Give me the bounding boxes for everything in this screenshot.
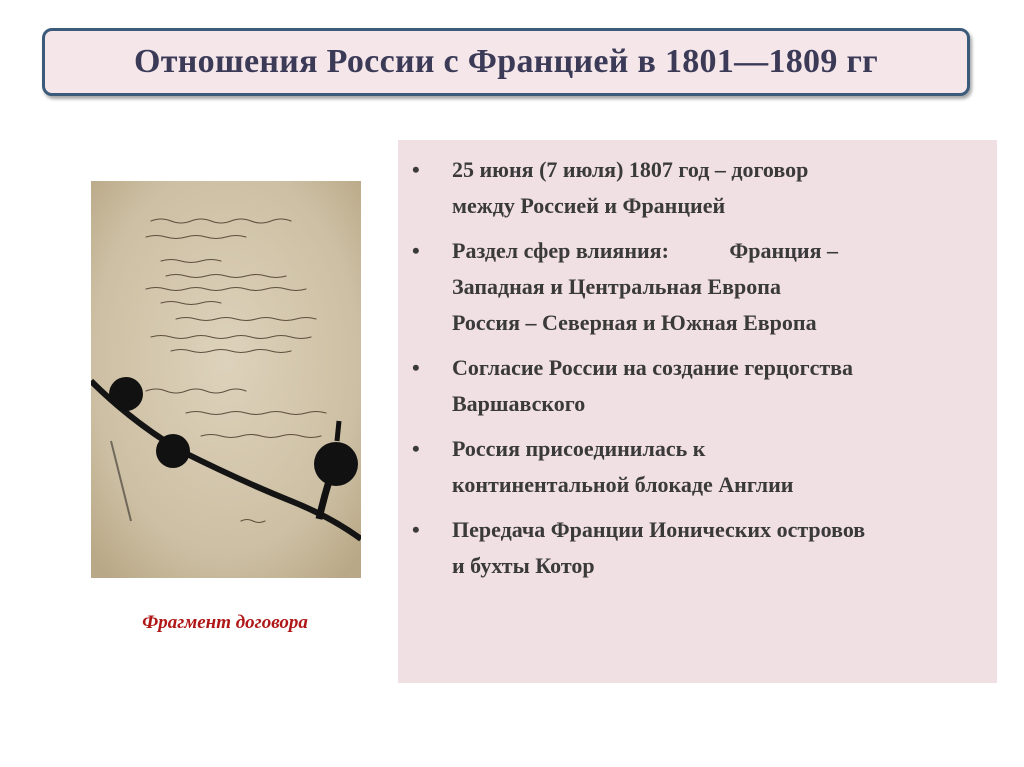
content-panel (398, 140, 997, 683)
bullet-line: между Россией и Францией (452, 193, 726, 218)
bullet-item-ionian (406, 512, 989, 584)
treaty-document-image (91, 181, 361, 578)
bullet-dot: • (412, 436, 420, 461)
bullet-item-warsaw (406, 350, 989, 422)
bullet-line: континентальной блокаде Англии (452, 472, 794, 497)
title-box (42, 28, 970, 96)
bullet-dot: • (412, 517, 420, 542)
bullet-dot: • (412, 355, 420, 380)
bullet-item-treaty (406, 152, 989, 224)
bullet-line: Россия присоединилась к (452, 436, 706, 461)
bullet-line: Передача Франции Ионических островов (452, 517, 866, 542)
bullet-line: Согласие России на создание герцогства (452, 355, 854, 380)
bullet-list (406, 152, 989, 584)
bullet-item-blockade (406, 431, 989, 503)
bullet-item-spheres (406, 233, 989, 341)
image-caption: Фрагмент договора (142, 612, 308, 633)
bullet-dot: • (412, 238, 420, 263)
treaty-document-illustration (91, 181, 361, 578)
bullet-line: Россия – Северная и Южная Европа (452, 310, 817, 335)
bullet-dot: • (412, 157, 420, 182)
bullet-line: 25 июня (7 июля) 1807 год – договор (452, 157, 809, 182)
bullet-line: Варшавского (452, 391, 586, 416)
bullet-line: Раздел сфер влияния: Франция – (452, 238, 838, 263)
slide-title: Отношения России с Францией в 1801—1809 гг (134, 43, 878, 80)
bullet-line: Западная и Центральная Европа (452, 274, 781, 299)
bullet-line: и бухты Котор (452, 553, 595, 578)
